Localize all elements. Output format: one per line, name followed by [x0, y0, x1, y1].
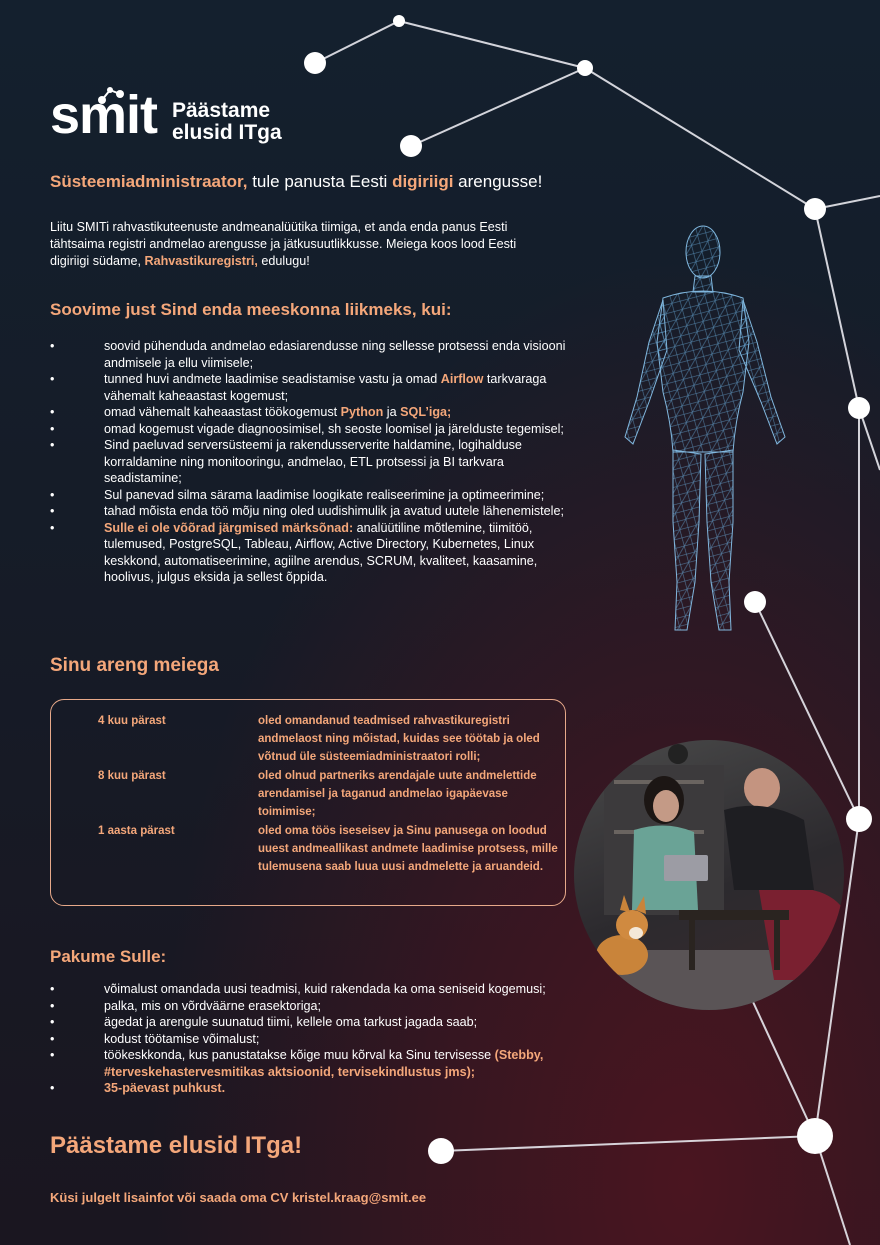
- timeline-what: oled oma töös iseseisev ja Sinu panusega on loodud uuest andmeallikast andmete laadimise protsess, mille tulemusena saab luua uusi andmelette ja aruandeid.: [258, 825, 558, 873]
- list-item: [50, 998, 590, 1015]
- network-node: [848, 397, 870, 419]
- item-text: Sind paeluvad serversüsteemi ja rakendusserverite haldamine, logihalduse korraldamine ning monitooringu, andmelao, ETL protsessi ja BI tarkvara seadistamine;: [104, 438, 522, 485]
- requirements-list: [50, 338, 570, 586]
- item-text: palka, mis on võrdväärne erasektoriga;: [104, 998, 322, 1013]
- list-item: [50, 421, 570, 438]
- logo-tagline-line2: elusid ITga: [172, 121, 282, 144]
- item-text: ägedat ja arengule suunatud tiimi, kellele oma tarkust jagada saab;: [104, 1015, 478, 1029]
- network-node: [577, 60, 593, 76]
- requirements-heading: Soovime just Sind enda meeskonna liikmeks, kui:: [50, 300, 452, 319]
- item-text: omad kogemust vigade diagnoosimisel, sh seoste loomisel ja järelduste tegemisel;: [104, 421, 564, 436]
- network-node: [304, 52, 326, 74]
- logo-wordmark: smit: [50, 85, 158, 145]
- headline-text: tule panusta Eesti: [247, 172, 393, 191]
- slogan: Päästame elusid ITga!: [50, 1132, 303, 1159]
- timeline-when: 8 kuu pärast: [98, 770, 166, 782]
- growth-heading: Sinu areng meiega: [50, 655, 219, 676]
- timeline-what: oled omandanud teadmised rahvastikuregistri andmelaost ning mõistad, kuidas see töötab ja oled võtnud üle süsteemiadministraatori rolli;: [258, 715, 540, 763]
- list-item: [50, 437, 570, 487]
- job-title: Süsteemiadministraator,: [50, 172, 248, 191]
- item-text: omad vähemalt kaheaastast töökogemust: [104, 405, 341, 419]
- offer-list: [50, 981, 590, 1097]
- item-text: Sul panevad silma särama laadimise loogikate realiseerimine ja optimeerimine;: [104, 487, 545, 502]
- timeline-when: 4 kuu pärast: [98, 715, 166, 727]
- timeline-what: oled olnud partneriks arendajale uute andmelettide arendamisel ja taganud andmelao igapäevase toimimise;: [258, 770, 537, 818]
- intro-text-end: edulugu!: [257, 254, 310, 268]
- list-item: [50, 1047, 590, 1080]
- network-node: [400, 135, 422, 157]
- network-node: [428, 1138, 454, 1164]
- network-node: [393, 15, 405, 27]
- logo-tagline-line1: Päästame: [172, 99, 271, 122]
- intro-highlight: Rahvastikuregistri,: [144, 254, 258, 268]
- list-item: [50, 981, 590, 998]
- timeline-when: 1 aasta pärast: [98, 825, 175, 837]
- item-highlight: Sulle ei ole võõrad järgmised märksõnad:: [104, 520, 354, 535]
- item-text: kodust töötamise võimalust;: [104, 1031, 260, 1046]
- item-text: analüütiline mõtlemine, tiimitöö, tulemused, PostgreSQL, Tableau, Airflow, Active Directory, Kubernetes, Linux keskkond, automatiseerimine, agiilne arendus, SCRUM, kvaliteet, kaasamine, hoolivus, julgus eksida ja sellest õppida.: [104, 520, 538, 584]
- item-highlight: (Stebby, #terveskehastervesmitikas aktsioonid, tervisekindlustus jms);: [104, 1048, 544, 1079]
- item-text: töökeskkonda, kus panustatakse kõige muu kõrval ka Sinu tervisesse: [104, 1048, 495, 1062]
- item-text: soovid pühenduda andmelao edasiarendusse ning sellesse protsessi enda visiooni andmisele ja ellu viimisele;: [104, 339, 566, 370]
- item-highlight: Airflow: [440, 372, 484, 386]
- network-node: [804, 198, 826, 220]
- list-item: [50, 503, 570, 520]
- network-node: [846, 806, 872, 832]
- team-photo: [574, 740, 844, 1010]
- wireframe-human-figure: [615, 222, 795, 637]
- offer-heading: Pakume Sulle:: [50, 947, 167, 966]
- team-photo-illustration: [574, 740, 844, 1010]
- item-text: tunned huvi andmete laadimise seadistamise vastu ja omad: [104, 372, 441, 386]
- list-item: [50, 487, 570, 504]
- list-item: [50, 1080, 590, 1097]
- headline-text-end: arengusse!: [453, 172, 543, 191]
- list-item: [50, 520, 570, 586]
- list-item: [50, 1031, 590, 1048]
- list-item: [50, 338, 570, 371]
- list-item: [50, 371, 570, 404]
- network-node: [797, 1118, 833, 1154]
- list-item: [50, 1014, 590, 1031]
- item-highlight: Python: [340, 405, 384, 419]
- item-highlight: 35-päevast puhkust.: [104, 1081, 226, 1095]
- item-text: ja: [383, 405, 401, 419]
- item-text: tarkvaraga vähemalt kaheaastast kogemust;: [104, 372, 547, 403]
- item-text: võimalust omandada uusi teadmisi, kuid rakendada ka oma seniseid kogemusi;: [104, 982, 546, 996]
- logo-tagline: [172, 100, 302, 144]
- job-headline: [50, 172, 650, 192]
- item-text: tahad mõista enda töö mõju ning oled uudishimulik ja avatud uutele lähenemistele;: [104, 504, 564, 518]
- list-item: [50, 404, 570, 421]
- item-highlight: SQL’iga;: [400, 405, 452, 419]
- intro-paragraph: [50, 219, 550, 270]
- contact-line: Küsi julgelt lisainfot või saada oma CV kristel.kraag@smit.ee: [50, 1190, 427, 1205]
- headline-highlight: digiriigi: [392, 172, 454, 191]
- intro-text: Liitu SMITi rahvastikuteenuste andmeanalüütika tiimiga, et anda enda panus Eesti tähtsaima registri andmelao arengusse ja jätkusuutlikkusse. Meiega koos lood Eesti digiriigi südame,: [50, 220, 517, 268]
